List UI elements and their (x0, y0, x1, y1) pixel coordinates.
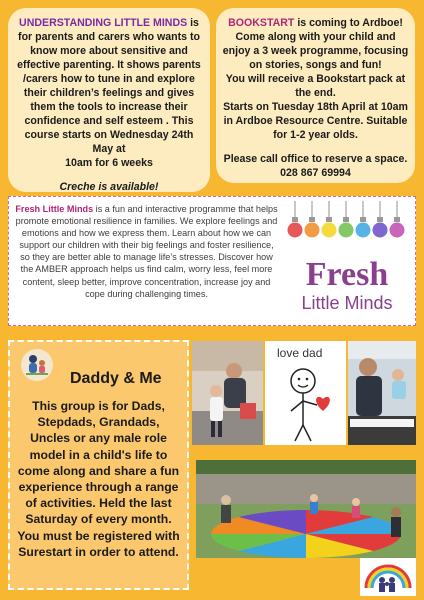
lightbulb-icon (356, 223, 371, 238)
bookstart-card (216, 8, 415, 183)
ulm-body: is for parents and carers who wants to know more about sensitive and effective parenting. It shows parents /carers how to tune in and explore their children’s feelings and gives them the tools to increase their confidence and self esteem . This course starts on Wednesday 24th May at (17, 17, 201, 155)
lightbulb-icon (288, 223, 303, 238)
bulb-cap (292, 217, 298, 222)
bookstart-starts: Starts on Tuesday 18th April at 10am in Ardboe Resource Centre. Suitable for 1-2 year olds. (223, 101, 408, 141)
lightbulbs-icon (288, 201, 405, 238)
fresh-little-minds-logo (281, 201, 413, 323)
ulm-time: 10am for 6 weeks (65, 157, 153, 169)
bookstart-call: Please call office to reserve a space. (223, 153, 408, 165)
bulb-cap (309, 217, 315, 222)
love-dad-drawing-photo (265, 341, 346, 445)
dad-and-child-piano-photo (348, 341, 416, 445)
bulb-cap (394, 217, 400, 222)
family-icon (20, 348, 54, 382)
lightbulb-icon (339, 223, 354, 238)
parachute-game-photo (196, 460, 416, 558)
understanding-little-minds-card (8, 8, 210, 192)
ulm-title: UNDERSTANDING LITTLE MINDS (19, 17, 188, 29)
bulb-cap (326, 217, 332, 222)
bookstart-phone: 028 867 69994 (280, 167, 351, 179)
bulb-cap (377, 217, 383, 222)
rainbow-family-logo (360, 558, 416, 596)
drawing-caption: love dad (277, 346, 323, 360)
logo-fresh-word: Fresh (305, 256, 389, 293)
daddy-and-me-body: This group is for Dads, Stepdads, Grandads, Uncles or any male role model in a child's life to come along and share a fun experience through a range of activities. Held the last Saturday of every month. You must be registered with Surestart in order to attend. (17, 399, 180, 559)
daddy-and-me-panel (8, 340, 189, 590)
fresh-name: Fresh Little Minds (15, 204, 94, 214)
ulm-creche: Creche is available! (59, 181, 159, 193)
bookstart-intro: is coming to Ardboe! Come along with your child and enjoy a 3 week programme, focusing on stories, songs and fun! (222, 17, 409, 71)
lightbulb-icon (373, 223, 388, 238)
fresh-little-minds-panel (8, 196, 416, 326)
daddy-and-me-title: Daddy & Me (70, 370, 162, 387)
bulb-cap (360, 217, 366, 222)
bookstart-pack: You will receive a Bookstart pack at the end. (225, 73, 406, 99)
bookstart-title: BOOKSTART (228, 17, 295, 29)
lightbulb-icon (322, 223, 337, 238)
fresh-description (14, 203, 279, 300)
fresh-body: is a fun and interactive programme that helps promote emotional resilience in families. We explore feelings and emotions and how we express them. Learn about how we can support our children with their big feelings and foster resilience, so they are better able to manage life’s stresses. Discover how the AMBER approach helps us find calm, worry less, feel more content, sleep better, improve concentration, increase joy and cope during challenging times. (15, 204, 278, 299)
logo-little-minds: Little Minds (301, 293, 393, 313)
lightbulb-icon (305, 223, 320, 238)
bulb-cap (343, 217, 349, 222)
dad-and-child-photo (192, 341, 263, 445)
lightbulb-icon (390, 223, 405, 238)
